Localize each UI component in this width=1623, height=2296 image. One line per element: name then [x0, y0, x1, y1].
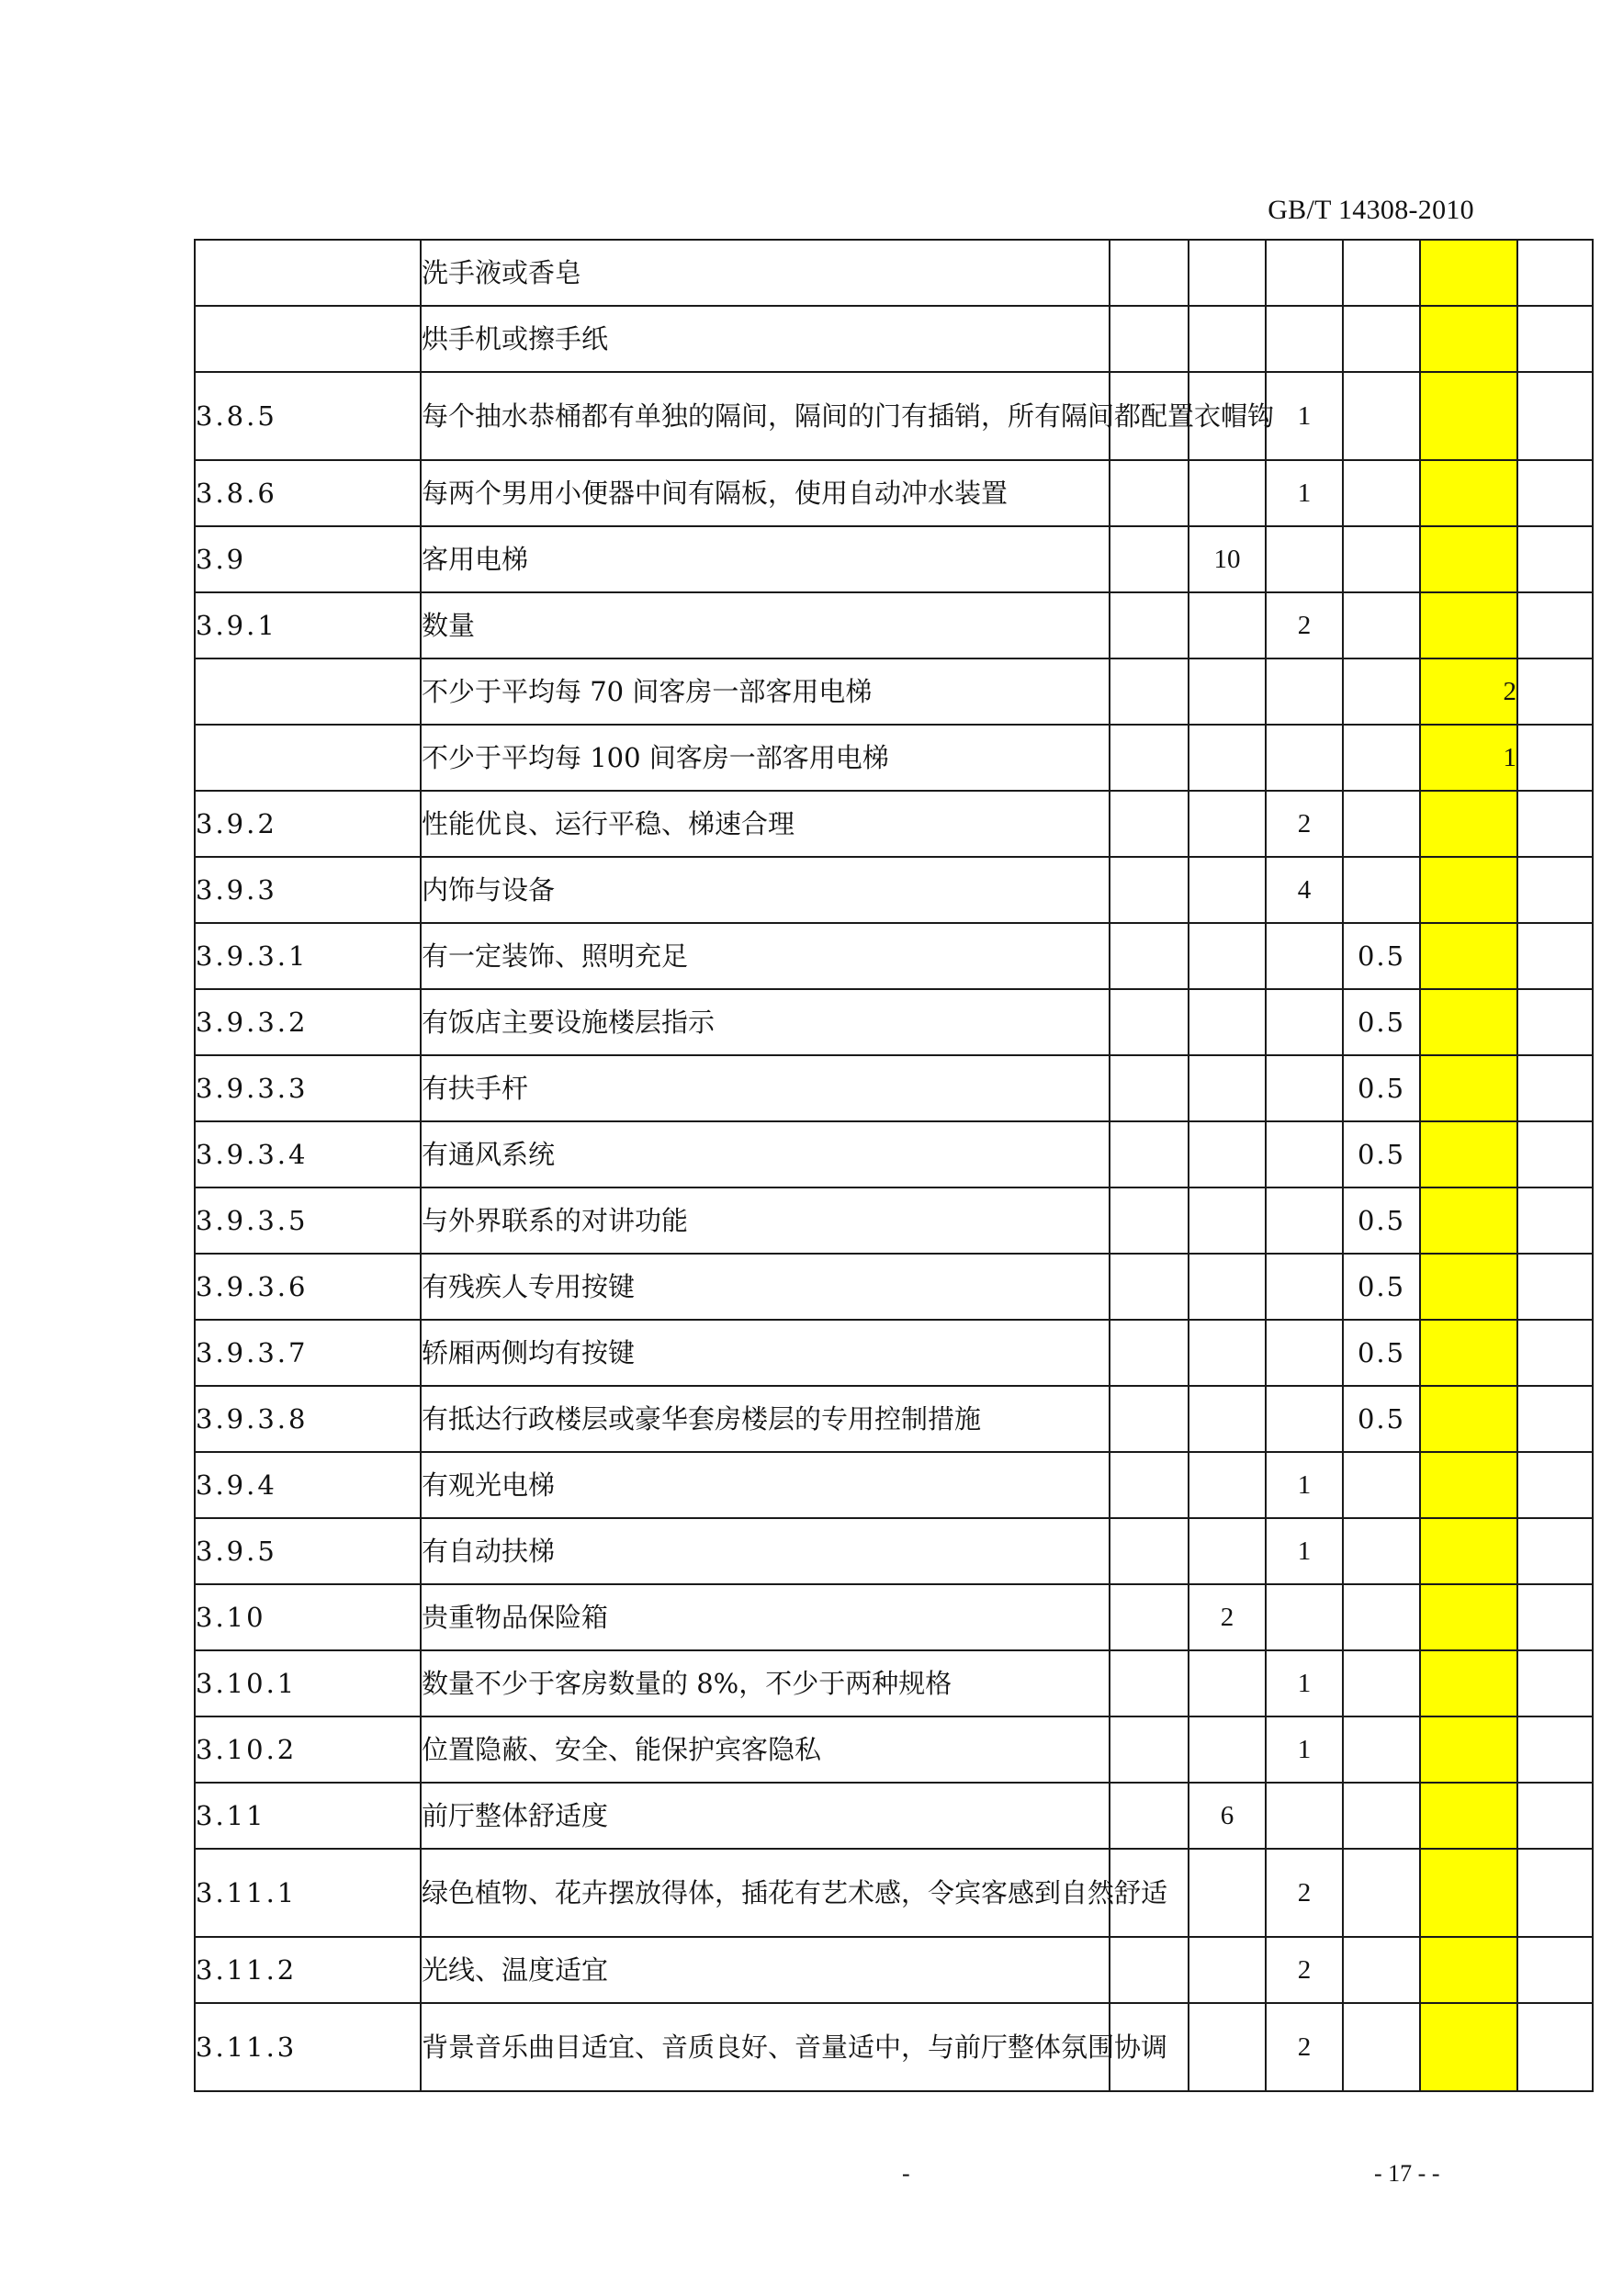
sub-score-cell: 0.5 — [1343, 1320, 1420, 1386]
empty-cell — [1110, 989, 1189, 1055]
major-score-cell — [1189, 725, 1266, 791]
remark-cell — [1517, 1849, 1593, 1937]
highlighted-score-cell — [1420, 1783, 1517, 1849]
major-score-cell: 2 — [1189, 1584, 1266, 1650]
empty-cell — [1110, 1584, 1189, 1650]
table-row — [195, 725, 1593, 791]
item-description-cell: 有一定装饰、照明充足 — [421, 923, 1110, 989]
sub-score-cell: 0.5 — [1343, 923, 1420, 989]
item-code-cell — [195, 725, 421, 791]
remark-cell — [1517, 2003, 1593, 2091]
major-score-cell — [1189, 2003, 1266, 2091]
table-row — [195, 1121, 1593, 1187]
minor-score-cell — [1266, 923, 1343, 989]
sub-score-cell: 0.5 — [1343, 1254, 1420, 1320]
item-description-cell: 洗手液或香皂 — [421, 240, 1110, 306]
item-description-cell: 前厅整体舒适度 — [421, 1783, 1110, 1849]
table-row — [195, 1584, 1593, 1650]
table-row — [195, 1937, 1593, 2003]
item-code-cell: 3.9.3.1 — [195, 923, 421, 989]
empty-cell — [1110, 1650, 1189, 1716]
major-score-cell — [1189, 592, 1266, 658]
table-row — [195, 1055, 1593, 1121]
item-description-cell: 背景音乐曲目适宜、音质良好、音量适中，与前厅整体氛围协调 — [421, 2003, 1110, 2091]
table-row — [195, 592, 1593, 658]
empty-cell — [1110, 1254, 1189, 1320]
empty-cell — [1110, 1716, 1189, 1783]
highlighted-score-cell: 2 — [1420, 658, 1517, 725]
empty-cell — [1110, 1452, 1189, 1518]
major-score-cell — [1189, 1386, 1266, 1452]
item-code-cell: 3.11.2 — [195, 1937, 421, 2003]
highlighted-score-cell: 1 — [1420, 725, 1517, 791]
highlighted-score-cell — [1420, 1452, 1517, 1518]
sub-score-cell — [1343, 857, 1420, 923]
highlighted-score-cell — [1420, 1320, 1517, 1386]
highlighted-score-cell — [1420, 1254, 1517, 1320]
minor-score-cell — [1266, 1187, 1343, 1254]
item-code-cell — [195, 240, 421, 306]
sub-score-cell — [1343, 592, 1420, 658]
highlighted-score-cell — [1420, 989, 1517, 1055]
empty-cell — [1110, 460, 1189, 526]
table-row — [195, 923, 1593, 989]
table-row — [195, 1452, 1593, 1518]
sub-score-cell: 0.5 — [1343, 1055, 1420, 1121]
remark-cell — [1517, 1650, 1593, 1716]
item-code-cell: 3.10.2 — [195, 1716, 421, 1783]
minor-score-cell — [1266, 240, 1343, 306]
page-number: - 17 - - — [1374, 2160, 1440, 2187]
item-code-cell — [195, 658, 421, 725]
minor-score-cell: 2 — [1266, 791, 1343, 857]
item-code-cell: 3.9.3 — [195, 857, 421, 923]
remark-cell — [1517, 1783, 1593, 1849]
highlighted-score-cell — [1420, 372, 1517, 460]
highlighted-score-cell — [1420, 1650, 1517, 1716]
table-row — [195, 857, 1593, 923]
empty-cell — [1110, 725, 1189, 791]
item-description-cell: 与外界联系的对讲功能 — [421, 1187, 1110, 1254]
table-row — [195, 1320, 1593, 1386]
major-score-cell — [1189, 460, 1266, 526]
remark-cell — [1517, 372, 1593, 460]
item-code-cell: 3.9.4 — [195, 1452, 421, 1518]
highlighted-score-cell — [1420, 1937, 1517, 2003]
remark-cell — [1517, 1584, 1593, 1650]
scoring-table — [194, 239, 1594, 2092]
remark-cell — [1517, 1452, 1593, 1518]
empty-cell — [1110, 1518, 1189, 1584]
item-description-cell: 有通风系统 — [421, 1121, 1110, 1187]
highlighted-score-cell — [1420, 923, 1517, 989]
minor-score-cell — [1266, 725, 1343, 791]
sub-score-cell — [1343, 1452, 1420, 1518]
minor-score-cell — [1266, 526, 1343, 592]
sub-score-cell — [1343, 1518, 1420, 1584]
sub-score-cell — [1343, 1783, 1420, 1849]
item-code-cell: 3.11.3 — [195, 2003, 421, 2091]
item-code-cell — [195, 306, 421, 372]
footer-dash: - — [902, 2160, 910, 2187]
item-description-cell: 有饭店主要设施楼层指示 — [421, 989, 1110, 1055]
highlighted-score-cell — [1420, 1386, 1517, 1452]
table-row — [195, 1716, 1593, 1783]
empty-cell — [1110, 1386, 1189, 1452]
remark-cell — [1517, 725, 1593, 791]
item-code-cell: 3.10 — [195, 1584, 421, 1650]
empty-cell — [1110, 1937, 1189, 2003]
item-code-cell: 3.9.3.7 — [195, 1320, 421, 1386]
remark-cell — [1517, 1254, 1593, 1320]
remark-cell — [1517, 857, 1593, 923]
highlighted-score-cell — [1420, 240, 1517, 306]
minor-score-cell — [1266, 1320, 1343, 1386]
item-description-cell: 内饰与设备 — [421, 857, 1110, 923]
highlighted-score-cell — [1420, 857, 1517, 923]
remark-cell — [1517, 658, 1593, 725]
major-score-cell — [1189, 1650, 1266, 1716]
item-description-cell: 有自动扶梯 — [421, 1518, 1110, 1584]
item-description-cell: 有残疾人专用按键 — [421, 1254, 1110, 1320]
remark-cell — [1517, 1055, 1593, 1121]
sub-score-cell — [1343, 1716, 1420, 1783]
empty-cell — [1110, 592, 1189, 658]
remark-cell — [1517, 526, 1593, 592]
remark-cell — [1517, 1121, 1593, 1187]
highlighted-score-cell — [1420, 2003, 1517, 2091]
empty-cell — [1110, 526, 1189, 592]
minor-score-cell — [1266, 658, 1343, 725]
sub-score-cell — [1343, 725, 1420, 791]
major-score-cell — [1189, 1518, 1266, 1584]
empty-cell — [1110, 1320, 1189, 1386]
major-score-cell — [1189, 1254, 1266, 1320]
table-row — [195, 1187, 1593, 1254]
table-row — [195, 658, 1593, 725]
item-code-cell: 3.9.3.5 — [195, 1187, 421, 1254]
minor-score-cell — [1266, 1121, 1343, 1187]
item-description-cell: 每个抽水恭桶都有单独的隔间，隔间的门有插销，所有隔间都配置衣帽钩 — [421, 372, 1110, 460]
table-row — [195, 2003, 1593, 2091]
major-score-cell — [1189, 1055, 1266, 1121]
sub-score-cell — [1343, 658, 1420, 725]
highlighted-score-cell — [1420, 592, 1517, 658]
highlighted-score-cell — [1420, 306, 1517, 372]
minor-score-cell: 2 — [1266, 1937, 1343, 2003]
empty-cell — [1110, 1121, 1189, 1187]
major-score-cell — [1189, 1320, 1266, 1386]
sub-score-cell — [1343, 1650, 1420, 1716]
item-description-cell: 位置隐蔽、安全、能保护宾客隐私 — [421, 1716, 1110, 1783]
highlighted-score-cell — [1420, 791, 1517, 857]
major-score-cell — [1189, 1849, 1266, 1937]
minor-score-cell: 4 — [1266, 857, 1343, 923]
major-score-cell: 6 — [1189, 1783, 1266, 1849]
item-description-cell: 数量 — [421, 592, 1110, 658]
item-code-cell: 3.9.1 — [195, 592, 421, 658]
remark-cell — [1517, 1518, 1593, 1584]
table-row — [195, 1254, 1593, 1320]
major-score-cell — [1189, 1187, 1266, 1254]
item-code-cell: 3.9.2 — [195, 791, 421, 857]
highlighted-score-cell — [1420, 460, 1517, 526]
minor-score-cell — [1266, 1584, 1343, 1650]
item-description-cell: 贵重物品保险箱 — [421, 1584, 1110, 1650]
item-description-cell: 不少于平均每 70 间客房一部客用电梯 — [421, 658, 1110, 725]
sub-score-cell: 0.5 — [1343, 1187, 1420, 1254]
item-code-cell: 3.8.6 — [195, 460, 421, 526]
table-row — [195, 1386, 1593, 1452]
minor-score-cell — [1266, 989, 1343, 1055]
minor-score-cell: 1 — [1266, 1452, 1343, 1518]
item-code-cell: 3.11 — [195, 1783, 421, 1849]
major-score-cell — [1189, 1121, 1266, 1187]
item-code-cell: 3.8.5 — [195, 372, 421, 460]
remark-cell — [1517, 460, 1593, 526]
empty-cell — [1110, 306, 1189, 372]
item-code-cell: 3.9.3.4 — [195, 1121, 421, 1187]
highlighted-score-cell — [1420, 1187, 1517, 1254]
table-body — [195, 240, 1593, 2091]
table-row — [195, 791, 1593, 857]
item-code-cell: 3.9.3.6 — [195, 1254, 421, 1320]
major-score-cell: 10 — [1189, 526, 1266, 592]
item-code-cell: 3.11.1 — [195, 1849, 421, 1937]
minor-score-cell — [1266, 1254, 1343, 1320]
minor-score-cell: 2 — [1266, 1849, 1343, 1937]
minor-score-cell: 2 — [1266, 2003, 1343, 2091]
sub-score-cell — [1343, 791, 1420, 857]
item-code-cell: 3.9.3.3 — [195, 1055, 421, 1121]
item-description-cell: 绿色植物、花卉摆放得体，插花有艺术感，令宾客感到自然舒适 — [421, 1849, 1110, 1937]
remark-cell — [1517, 240, 1593, 306]
item-description-cell: 有扶手杆 — [421, 1055, 1110, 1121]
remark-cell — [1517, 989, 1593, 1055]
table-row — [195, 306, 1593, 372]
item-description-cell: 光线、温度适宜 — [421, 1937, 1110, 2003]
major-score-cell — [1189, 989, 1266, 1055]
major-score-cell — [1189, 658, 1266, 725]
highlighted-score-cell — [1420, 1584, 1517, 1650]
item-description-cell: 每两个男用小便器中间有隔板，使用自动冲水装置 — [421, 460, 1110, 526]
table-row — [195, 1783, 1593, 1849]
table-row — [195, 1849, 1593, 1937]
item-description-cell: 客用电梯 — [421, 526, 1110, 592]
highlighted-score-cell — [1420, 1055, 1517, 1121]
major-score-cell — [1189, 240, 1266, 306]
remark-cell — [1517, 306, 1593, 372]
empty-cell — [1110, 791, 1189, 857]
highlighted-score-cell — [1420, 1716, 1517, 1783]
highlighted-score-cell — [1420, 1849, 1517, 1937]
minor-score-cell — [1266, 306, 1343, 372]
sub-score-cell — [1343, 1584, 1420, 1650]
sub-score-cell: 0.5 — [1343, 1121, 1420, 1187]
table-row — [195, 240, 1593, 306]
minor-score-cell: 1 — [1266, 1650, 1343, 1716]
remark-cell — [1517, 791, 1593, 857]
major-score-cell — [1189, 1452, 1266, 1518]
highlighted-score-cell — [1420, 1121, 1517, 1187]
empty-cell — [1110, 1055, 1189, 1121]
sub-score-cell: 0.5 — [1343, 1386, 1420, 1452]
minor-score-cell — [1266, 1386, 1343, 1452]
item-code-cell: 3.9.5 — [195, 1518, 421, 1584]
item-description-cell: 烘手机或擦手纸 — [421, 306, 1110, 372]
item-description-cell: 有抵达行政楼层或豪华套房楼层的专用控制措施 — [421, 1386, 1110, 1452]
remark-cell — [1517, 1386, 1593, 1452]
sub-score-cell — [1343, 240, 1420, 306]
remark-cell — [1517, 1937, 1593, 2003]
empty-cell — [1110, 857, 1189, 923]
highlighted-score-cell — [1420, 526, 1517, 592]
item-code-cell: 3.9.3.2 — [195, 989, 421, 1055]
item-description-cell: 数量不少于客房数量的 8%，不少于两种规格 — [421, 1650, 1110, 1716]
table-row — [195, 1650, 1593, 1716]
minor-score-cell — [1266, 1783, 1343, 1849]
sub-score-cell — [1343, 460, 1420, 526]
highlighted-score-cell — [1420, 1518, 1517, 1584]
empty-cell — [1110, 1783, 1189, 1849]
major-score-cell — [1189, 923, 1266, 989]
sub-score-cell — [1343, 372, 1420, 460]
minor-score-cell: 1 — [1266, 1518, 1343, 1584]
remark-cell — [1517, 592, 1593, 658]
major-score-cell — [1189, 1937, 1266, 2003]
sub-score-cell — [1343, 1849, 1420, 1937]
table-row — [195, 1518, 1593, 1584]
item-description-cell: 轿厢两侧均有按键 — [421, 1320, 1110, 1386]
item-code-cell: 3.10.1 — [195, 1650, 421, 1716]
table-row — [195, 989, 1593, 1055]
item-description-cell: 性能优良、运行平稳、梯速合理 — [421, 791, 1110, 857]
major-score-cell — [1189, 791, 1266, 857]
minor-score-cell: 2 — [1266, 592, 1343, 658]
remark-cell — [1517, 1187, 1593, 1254]
item-code-cell: 3.9.3.8 — [195, 1386, 421, 1452]
empty-cell — [1110, 658, 1189, 725]
major-score-cell — [1189, 1716, 1266, 1783]
major-score-cell — [1189, 857, 1266, 923]
table-row — [195, 460, 1593, 526]
standard-code: GB/T 14308-2010 — [1268, 195, 1474, 225]
sub-score-cell — [1343, 2003, 1420, 2091]
sub-score-cell — [1343, 306, 1420, 372]
empty-cell — [1110, 923, 1189, 989]
table-row — [195, 526, 1593, 592]
sub-score-cell: 0.5 — [1343, 989, 1420, 1055]
remark-cell — [1517, 923, 1593, 989]
item-description-cell: 有观光电梯 — [421, 1452, 1110, 1518]
minor-score-cell: 1 — [1266, 460, 1343, 526]
minor-score-cell — [1266, 1055, 1343, 1121]
minor-score-cell: 1 — [1266, 1716, 1343, 1783]
empty-cell — [1110, 1187, 1189, 1254]
item-code-cell: 3.9 — [195, 526, 421, 592]
minor-score-cell: 1 — [1266, 372, 1343, 460]
empty-cell — [1110, 240, 1189, 306]
major-score-cell — [1189, 306, 1266, 372]
remark-cell — [1517, 1716, 1593, 1783]
item-description-cell: 不少于平均每 100 间客房一部客用电梯 — [421, 725, 1110, 791]
table-row — [195, 372, 1593, 460]
remark-cell — [1517, 1320, 1593, 1386]
sub-score-cell — [1343, 526, 1420, 592]
sub-score-cell — [1343, 1937, 1420, 2003]
